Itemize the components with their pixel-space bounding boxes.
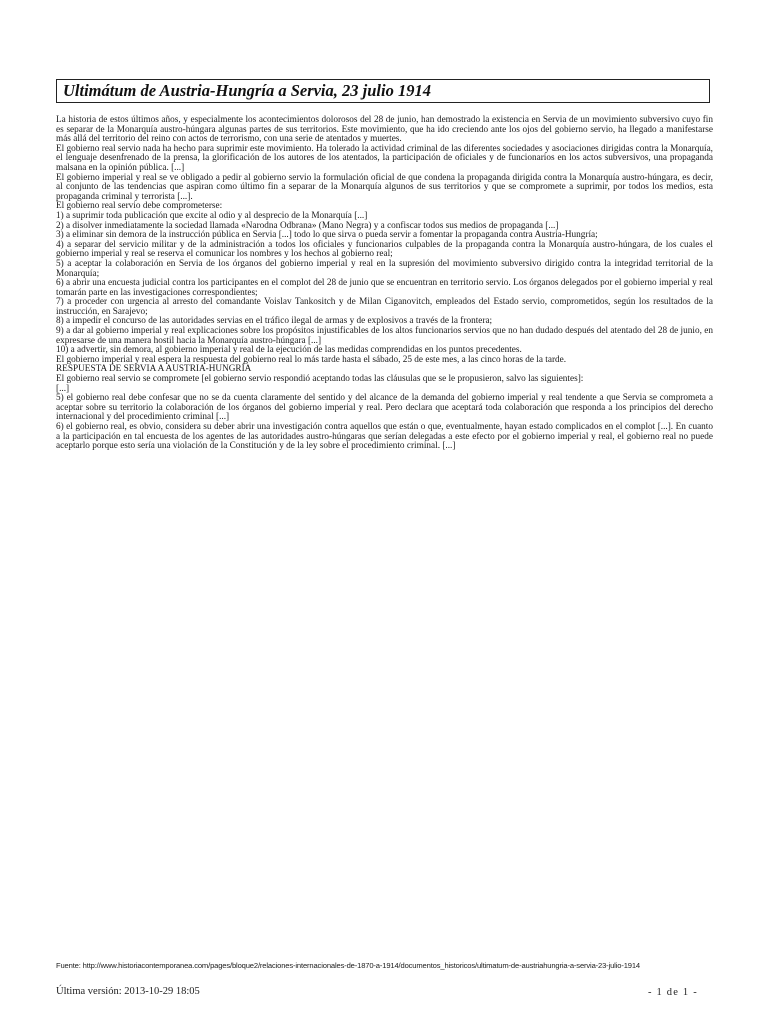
paragraph: La historia de estos últimos años, y especialmente los acontecimientos dolorosos del 28 de junio, han demostrado la existencia en Servia de un movimiento subversivo cuyo fin es separar de la Monarquía austro-húngara algunas partes de sus territorios. Este movimiento, que ha ido creciendo ante los ojos del gobierno servio, ha llegado a manifestarse más allá del territorio del reino con actos de terrorismo, con una serie de atentados y muertes.	[56, 115, 713, 145]
list-item: 4) a separar del servicio militar y de la administración a todos los oficiales y funcionarios culpables de la propaganda contra la Monarquía austro-húngara, de los cuales el gobierno imperial y real se reserva el comunicar los nombres y los hechos al gobierno real;	[56, 239, 713, 260]
list-item: 6) el gobierno real, es obvio, considera su deber abrir una investigación contra aquellos que están o que, eventualmente, hayan estado complicados en el complot [...]. En cuanto a la participación en tal encuesta de los agentes de las autoridades austro-húngaras que serían delegadas a este efecto por el gobierno imperial y real, el gobierno real no puede aceptarlo porque esto sería una violación de la Constitución y de la ley sobre el procedimiento criminal. [...]	[56, 422, 713, 452]
last-version-stamp: Última versión: 2013-10-29 18:05	[56, 986, 200, 997]
paragraph: El gobierno imperial y real se ve obligado a pedir al gobierno servio la formulación oficial de que condena la propaganda dirigida contra la Monarquía austro-húngara, es decir, al conjunto de las tendencias que aspiran como último fin a separar de la Monarquía algunos de sus territorios y que se compromete a suprimir, por todos los medios, esta propaganda criminal y terrorista [...].	[56, 172, 713, 202]
paragraph: El gobierno real servio se compromete [el gobierno servio respondió aceptando todas las cláusulas que se le propusieron, salvo las siguientes]:	[56, 374, 584, 385]
list-item: 5) el gobierno real debe confesar que no se da cuenta claramente del sentido y del alcance de la demanda del gobierno imperial y real tendente a que Servia se comprometa a aceptar sobre su territorio la colaboración de los órganos del gobierno imperial y real. Pero declara que aceptará toda colaboración que responda a los principios del derecho internacional y del procedimiento criminal [...]	[56, 393, 713, 423]
page-number: - 1 de 1 -	[648, 987, 698, 998]
paragraph: El gobierno real servio nada ha hecho para suprimir este movimiento. Ha tolerado la actividad criminal de las diferentes sociedades y asociaciones dirigidas contra la Monarquía, el lenguaje desenfrenado de la prensa, la glorificación de los autores de los atentados, la participación de oficiales y de funcionarios en los actos subversivos, una propaganda malsana en la opinión pública. [...]	[56, 143, 713, 173]
list-item: 3) a eliminar sin demora de la instrucción pública en Servia [...] todo lo que sirva o pueda servir a fomentar la propaganda contra Austria-Hungría;	[56, 230, 598, 241]
list-item: 8) a impedir el concurso de las autoridades servias en el tráfico ilegal de armas y de explosivos a través de la frontera;	[56, 316, 493, 327]
paragraph: El gobierno real servio debe comprometerse:	[56, 201, 223, 212]
list-item: 10) a advertir, sin demora, al gobierno imperial y real de la ejecución de las medidas comprendidas en los puntos precedentes.	[56, 345, 522, 356]
document-title: Ultimátum de Austria-Hungría a Servia, 23 julio 1914	[63, 81, 431, 100]
list-item: 7) a proceder con urgencia al arresto del comandante Voislav Tankositch y de Milan Ciganovitch, empleados del Estado servio, comprometidos, según los resultados de la instrucción, en Sarajevo;	[56, 297, 713, 317]
list-item: 6) a abrir una encuesta judicial contra los participantes en el complot del 28 de junio que se encuentran en territorio servio. Los órganos delegados por el gobierno imperial y real tomarán parte en las investigaciones correspondientes;	[56, 278, 713, 298]
section-heading: RESPUESTA DE SERVIA A AUSTRIA-HUNGRÍA	[56, 364, 252, 375]
paragraph: El gobierno imperial y real espera la respuesta del gobierno real lo más tarde hasta el sábado, 25 de este mes, a las cinco horas de la tarde.	[56, 354, 567, 365]
source-citation: Fuente: http://www.historiacontemporanea.com/pages/bloque2/relaciones-internacionales-de-1870-a-1914/documentos_historicos/ultimatum-de-austriahungria-a-servia-23-julio-1914	[56, 961, 640, 970]
list-item: 2) a disolver inmediatamente la sociedad llamada «Narodna Odbrana» (Mano Negra) y a confiscar todos sus medios de propaganda [...]	[56, 220, 559, 231]
list-item: 5) a aceptar la colaboración en Servia de los órganos del gobierno imperial y real en la supresión del movimiento subversivo dirigido contra la integridad territorial de la Monarquía;	[56, 258, 713, 279]
document-body	[56, 116, 713, 452]
list-item: 1) a suprimir toda publicación que excite al odio y al desprecio de la Monarquía [...]	[56, 210, 368, 221]
title-box	[56, 79, 710, 103]
paragraph: [...]	[56, 383, 70, 394]
list-item: 9) a dar al gobierno imperial y real explicaciones sobre los propósitos injustificables de los altos funcionarios servios que no han dudado después del atentado del 28 de junio, en expresarse de una manera hostil hacia la Monarquía austro-húngara [...]	[56, 326, 713, 346]
